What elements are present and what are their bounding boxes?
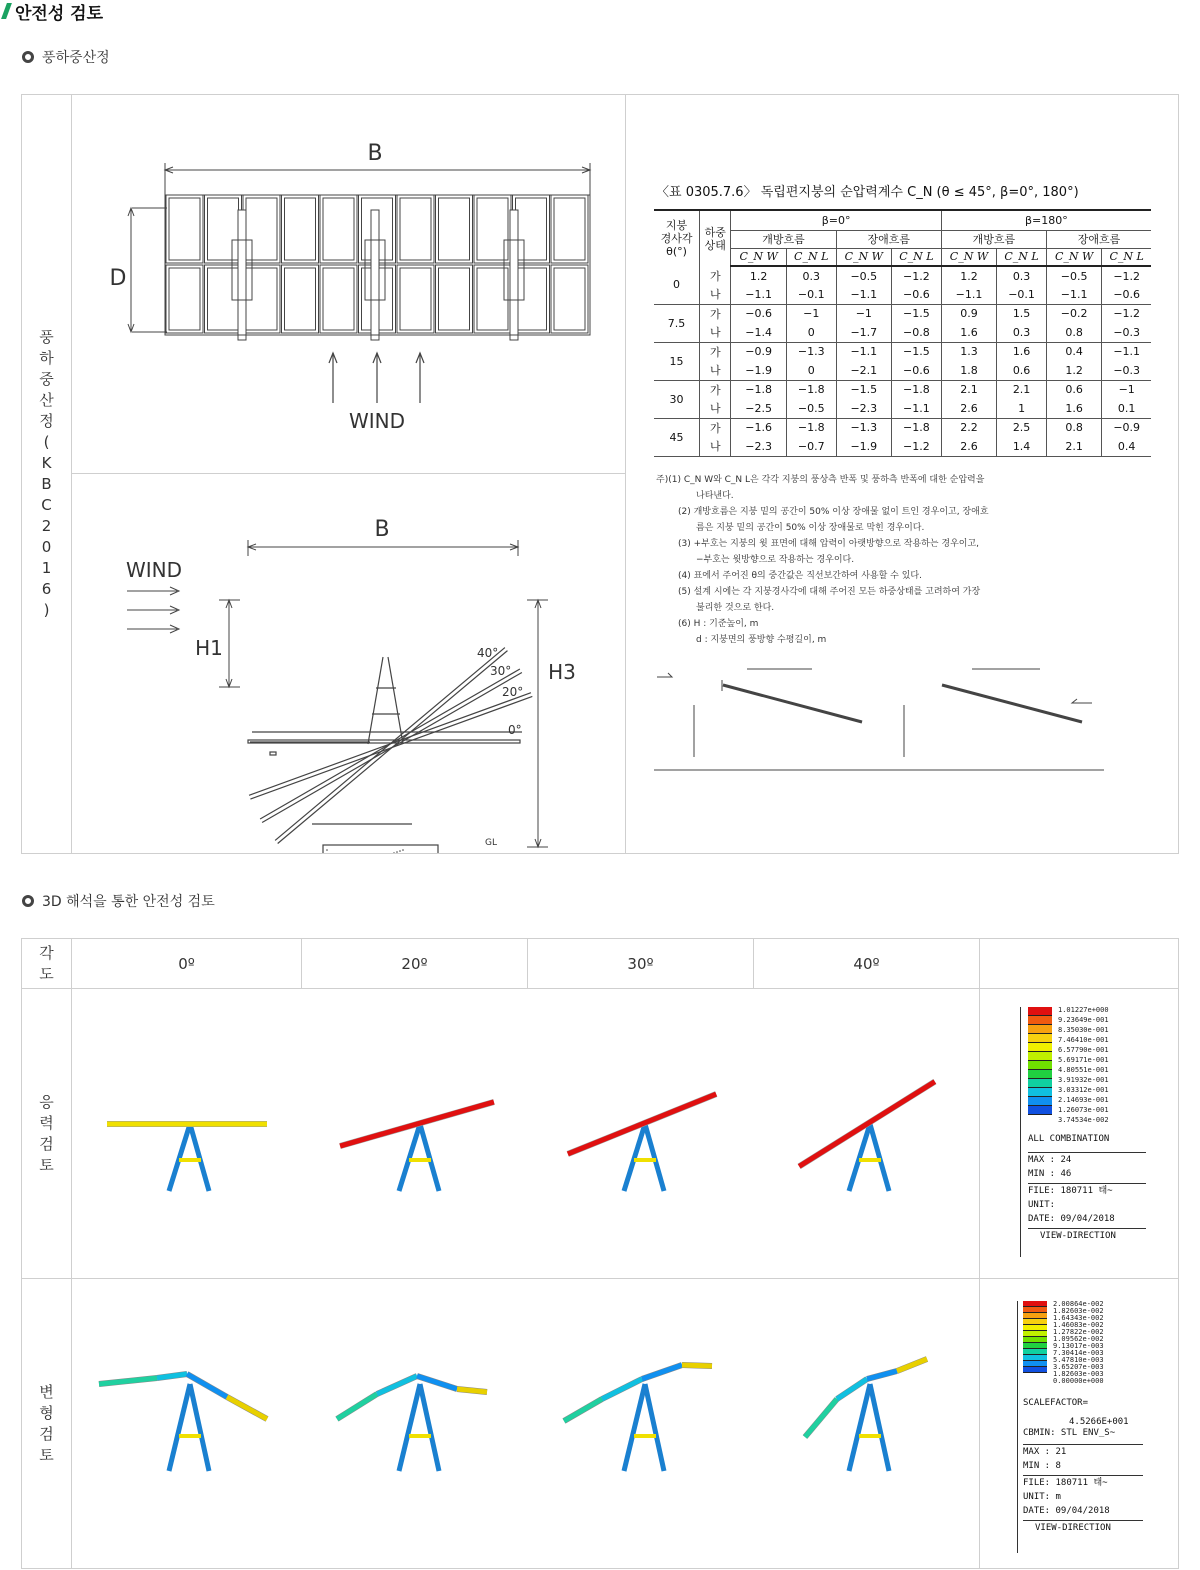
angle-30-header: 30º: [627, 955, 654, 973]
table-note-line: (2) 개방흐름은 지붕 밑의 공간이 50% 이상 장애물 없이 트인 경우이고, 장애흐: [678, 507, 989, 517]
deform-min: MIN : 8: [1023, 1461, 1061, 1471]
elev-b-label: B: [374, 517, 390, 542]
stress-combo: ALL COMBINATION: [1028, 1134, 1110, 1144]
stress-models: [72, 989, 979, 1278]
deform-model-30º: [564, 1365, 712, 1471]
title-slash-icon: [1, 3, 12, 19]
stress-unit: UNIT:: [1028, 1200, 1056, 1210]
legend-value: 4.80551e-001: [1058, 1066, 1109, 1074]
legend-value: 2.14693e-001: [1058, 1096, 1109, 1104]
section-3d-analysis-title: [22, 891, 215, 911]
side-label-char: K: [41, 454, 52, 472]
legend-value: 3.65207e-003: [1053, 1363, 1104, 1371]
legend-value: 9.23649e-001: [1058, 1016, 1109, 1024]
side-label-char: B: [41, 475, 52, 493]
side-label-char: 산: [39, 391, 54, 409]
legend-swatch: [1023, 1367, 1047, 1373]
section-wind-load-title: [22, 47, 110, 67]
side-label-char: ): [43, 601, 50, 619]
angle-header-char: 각: [39, 943, 54, 962]
table-note-line: 나타낸다.: [696, 491, 734, 501]
deform-label-char: 형: [39, 1403, 54, 1422]
legend-swatch: [1028, 1070, 1052, 1079]
table-note-line: 주)(1) C_N W와 C_N L은 각각 지붕의 풍상측 반폭 및 풍하측 반폭에 대한 순압력을: [656, 475, 985, 485]
stress-min: MIN : 46: [1028, 1169, 1072, 1179]
table-note-line: (5) 설계 시에는 각 지붕경사각에 대해 주어진 모든 하중상태를 고려하여 가장: [678, 587, 981, 597]
legend-value: 5.47810e-003: [1053, 1356, 1104, 1364]
legend-swatch: [1028, 1016, 1052, 1025]
legend-swatch: [1028, 1007, 1052, 1016]
angle-header-char: 도: [39, 964, 54, 983]
legend-swatch: [1028, 1061, 1052, 1070]
table-note-line: (3) +부호는 지붕의 윗 표면에 대해 압력이 아랫방향으로 작용하는 경우이고,: [678, 539, 980, 549]
bullet-ring-icon: [22, 51, 34, 63]
legend-swatch: [1028, 1034, 1052, 1043]
legend-value: 1.01227e+000: [1058, 1006, 1109, 1014]
section-title-text: 풍하중산정: [42, 50, 110, 66]
table-notes: [656, 472, 1136, 648]
table-note-line: −부호는 윗방향으로 작용하는 경우이다.: [696, 555, 855, 565]
stress-model-30º: [568, 1094, 716, 1191]
stress-view: VIEW-DIRECTION: [1040, 1231, 1116, 1241]
legend-value: 7.30414e-003: [1053, 1349, 1104, 1357]
angle-40-header: 40º: [853, 955, 880, 973]
deform-label-char: 검: [39, 1424, 54, 1443]
table-note-line: (4) 표에서 주어진 θ의 중간값은 직선보간하여 사용할 수 있다.: [678, 571, 922, 581]
deform-scale-value: 4.5266E+001: [1069, 1417, 1129, 1427]
legend-value: 1.64343e-002: [1053, 1314, 1104, 1322]
deform-label-char: 변: [39, 1382, 54, 1401]
legend-swatch: [1028, 1097, 1052, 1106]
deform-cbmin: CBMIN: STL ENV_S~: [1023, 1428, 1116, 1438]
section-title-text: 3D 해석을 통한 안전성 검토: [42, 894, 215, 910]
legend-swatch: [1028, 1052, 1052, 1061]
analysis-panel: [21, 938, 1179, 1569]
elevation-view-diagram: [72, 474, 625, 853]
legend-value: 3.03312e-001: [1058, 1086, 1109, 1094]
side-label-char: (: [43, 433, 50, 451]
side-label-char: 하: [39, 349, 54, 367]
legend-swatch: [1028, 1025, 1052, 1034]
plan-view-diagram: [72, 95, 625, 473]
legend-value: 1.27822e-002: [1053, 1328, 1104, 1336]
angle-20-header: 20º: [401, 955, 428, 973]
pressure-coefficient-sketch: [652, 655, 1112, 775]
deform-view: VIEW-DIRECTION: [1035, 1523, 1111, 1533]
side-label-char: 6: [41, 580, 52, 598]
deform-model-20º: [337, 1376, 487, 1471]
angle-30: 30°: [490, 664, 512, 678]
side-label-char: 0: [41, 538, 52, 556]
deform-file: FILE: 180711 태~: [1023, 1478, 1108, 1488]
legend-swatch: [1028, 1106, 1052, 1115]
deform-label-char: 토: [39, 1445, 54, 1464]
legend-value: 9.13017e-003: [1053, 1342, 1104, 1350]
table-note-line: 불리한 것으로 한다.: [696, 603, 775, 613]
plan-wind-label: WIND: [348, 409, 406, 433]
legend-value: 2.00864e-002: [1053, 1301, 1104, 1308]
legend-value: 0.00000e+000: [1053, 1377, 1104, 1385]
deform-unit: UNIT: m: [1023, 1492, 1061, 1502]
bullet-ring-icon: [22, 895, 34, 907]
stress-max: MAX : 24: [1028, 1155, 1072, 1165]
table-note-line: (6) H : 기준높이, m: [678, 619, 759, 629]
deformation-check-label: [22, 1279, 71, 1568]
stress-check-label: [22, 989, 71, 1278]
wind-load-side-label: [22, 95, 71, 853]
page-title: [2, 0, 103, 22]
stress-label-char: 응: [39, 1092, 54, 1111]
legend-swatch: [1028, 1079, 1052, 1088]
stress-label-char: 력: [39, 1113, 54, 1132]
side-label-char: 정: [39, 412, 54, 430]
gl-label: GL: [485, 838, 497, 848]
legend-value: 1.82603e-003: [1053, 1370, 1104, 1378]
deformation-legend: [1017, 1301, 1167, 1533]
stress-label-char: 토: [39, 1155, 54, 1174]
angle-20: 20°: [502, 685, 524, 699]
side-label-char: 중: [39, 370, 54, 388]
table-caption: 〈표 0305.7.6〉 독립편지붕의 순압력계수 C_N (θ ≤ 45°, β=0°, 180°): [656, 185, 1079, 200]
page-title-text: 안전성 검토: [15, 3, 104, 24]
wind-load-panel: [21, 94, 1179, 854]
stress-model-20º: [340, 1102, 494, 1191]
table-note-line: 름은 지붕 밑의 공간이 50% 이상 장애물로 막힌 경우이다.: [696, 523, 925, 533]
deform-model-0º: [99, 1374, 267, 1471]
legend-swatch: [1028, 1043, 1052, 1052]
h1-label: H1: [195, 636, 223, 660]
stress-file: FILE: 180711 태~: [1028, 1186, 1113, 1196]
stress-date: DATE: 09/04/2018: [1028, 1214, 1115, 1224]
stress-model-0º: [107, 1124, 267, 1191]
side-label-char: 2: [41, 517, 52, 535]
legend-value: 6.57790e-001: [1058, 1046, 1109, 1054]
side-label-char: 풍: [39, 328, 54, 346]
legend-value: 7.46410e-001: [1058, 1036, 1109, 1044]
deform-model-40º: [805, 1359, 927, 1471]
angle-header: [22, 939, 71, 988]
legend-value: 3.74534e-002: [1058, 1116, 1109, 1124]
legend-value: 1.09562e-002: [1053, 1335, 1104, 1343]
coefficient-table: [654, 209, 1151, 457]
deform-scale: SCALEFACTOR=: [1023, 1398, 1089, 1408]
coefficient-table-area: [626, 95, 1179, 853]
side-label-char: C: [41, 496, 52, 514]
plan-d-label: D: [109, 266, 127, 291]
legend-value: 8.35030e-001: [1058, 1026, 1109, 1034]
deform-max: MAX : 21: [1023, 1447, 1067, 1457]
side-label-char: 1: [41, 559, 52, 577]
h3-label: H3: [548, 660, 576, 684]
stress-legend: [1020, 1006, 1170, 1241]
legend-value: 3.91932e-001: [1058, 1076, 1109, 1084]
coefficient-table-grid: 지붕 경사각 θ(°) 하중 상태 β=0° β=180° 개방흐름 장애흐름 개방흐름 장애흐름 C_N W C_N L C_N W C_N L C_N W C_N L C_N W C_N L 0 가 1.2 0.3 −0.5 −1.2 1.2 0.3 −0.5 −1.2 나 −1.1 −0.1 −1.1 −0.6 −1.1 −0.1 −1.1 −0.6 7.5 가 −0.6 −1 −1 −1.5 0.9 1.5 −0.2 −1.2 나 −1.4 0 −1.7 −0.8 1.6 0.3 0.8 −0.3 15 가 −0.9 −1.3 −1.1 −1.5 1.3 1.6 0.4 −1.1 나 −1.9 0 −2.1 −0.6 1.8 0.6 1.2 −0.3 30 가 −1.8 −1.8 −1.5 −1.8 2.1 2.1 0.6 −1 나 −2.5 −0.5 −2.3 −1.1 2.6 1 1.6 0.1 45 가 −1.6 −1.8 −1.3 −1.8 2.2 2.5 0.8 −0.9 나 −2.3 −0.7 −1.9 −1.2 2.6 1.4 2.1 0.4: [654, 209, 1151, 457]
elev-wind-label: WIND: [125, 558, 183, 582]
angle-0: 0°: [508, 723, 522, 737]
legend-swatch: [1028, 1088, 1052, 1097]
legend-value: 1.26073e-001: [1058, 1106, 1109, 1114]
plan-b-label: B: [367, 141, 383, 166]
legend-value: 5.69171e-001: [1058, 1056, 1109, 1064]
deformation-models: [72, 1279, 979, 1568]
legend-value: 1.82603e-002: [1053, 1307, 1104, 1315]
angle-0-header: 0º: [178, 955, 195, 973]
table-note-line: d : 지붕면의 풍방향 수평길이, m: [696, 635, 827, 645]
angle-40: 40°: [477, 646, 499, 660]
deform-date: DATE: 09/04/2018: [1023, 1506, 1110, 1516]
stress-model-40º: [799, 1082, 935, 1191]
stress-label-char: 검: [39, 1134, 54, 1153]
legend-value: 1.46083e-002: [1053, 1321, 1104, 1329]
